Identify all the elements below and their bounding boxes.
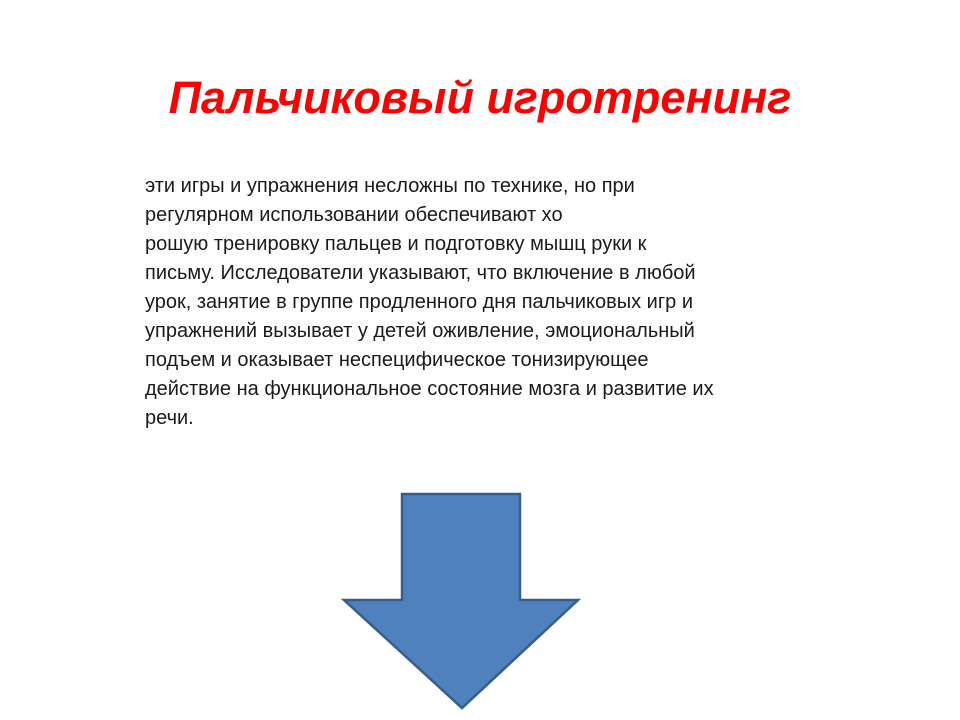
body-text xyxy=(145,172,865,433)
body-text-line: подъем и оказывает неспецифическое тонизирующее xyxy=(145,349,649,371)
down-arrow-shape xyxy=(344,494,578,708)
body-text-line: рошую тренировку пальцев и подготовку мышц руки к xyxy=(145,233,647,255)
slide-title: Пальчиковый игротренинг xyxy=(168,72,792,123)
body-text-line: упражнений вызывает у детей оживление, эмоциональный xyxy=(145,320,695,342)
body-text-line: эти игры и упражнения несложны по технике, но при xyxy=(145,175,635,197)
body-text-line: действие на функциональное состояние мозга и развитие их xyxy=(145,378,714,400)
body-text-line: письму. Исследователи указывают, что включение в любой xyxy=(145,262,696,284)
body-text-line: речи. xyxy=(145,407,194,429)
body-text-line: урок, занятие в группе продленного дня пальчиковых игр и xyxy=(145,291,693,313)
body-text-line: регулярном использовании обеспечивают хо xyxy=(145,204,563,226)
down-arrow-icon xyxy=(340,490,584,715)
